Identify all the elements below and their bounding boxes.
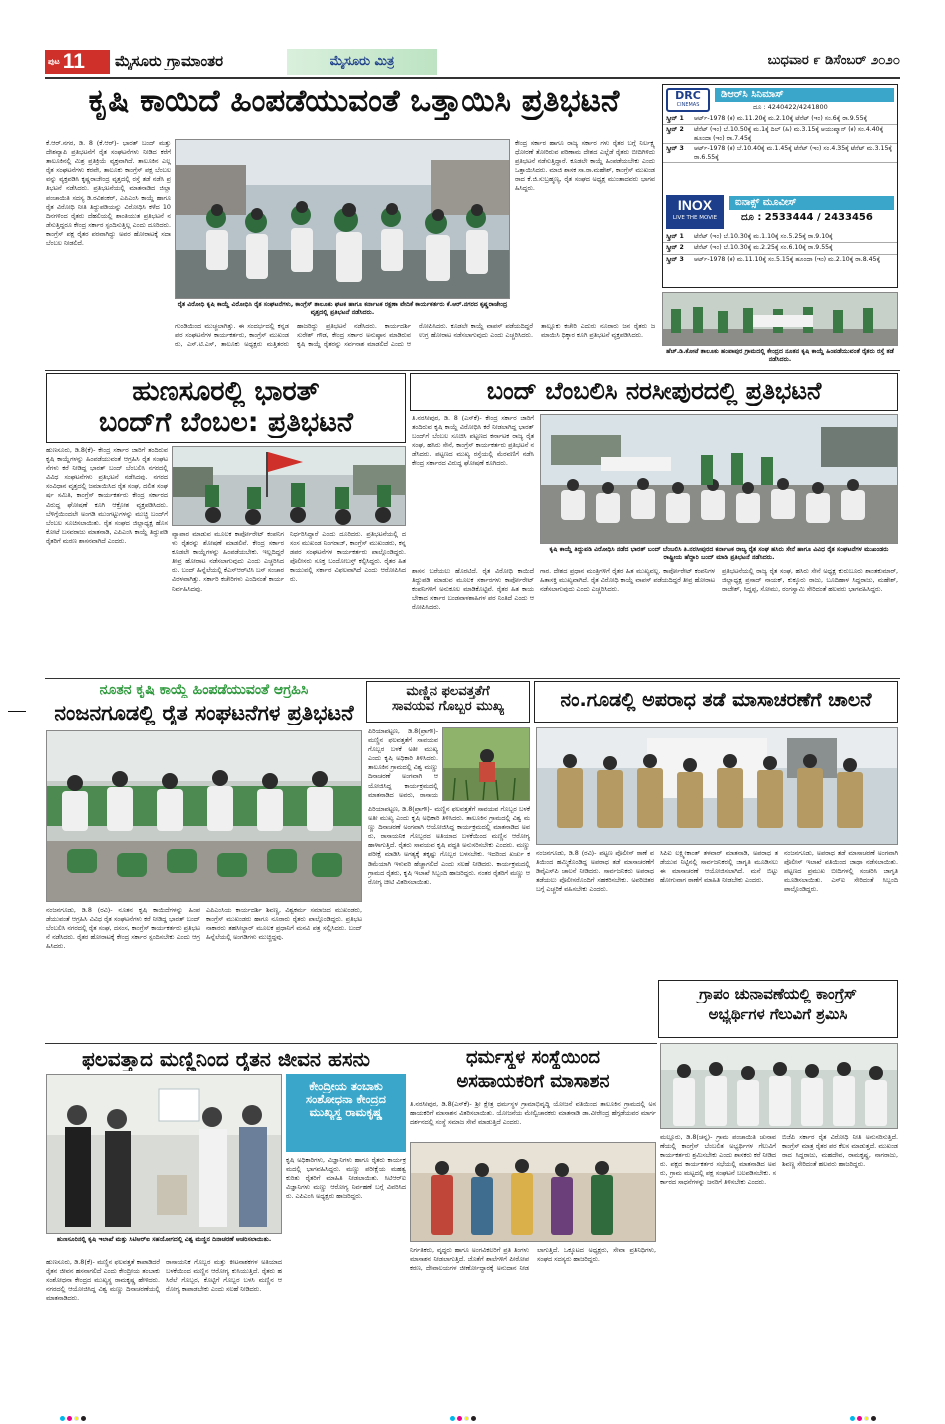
narasipura-col-1: ತಿ.ನರಸೀಪುರ, ಡಿ. 8 (ಎಸ್‌ಕೆ)- ಕೇಂದ್ರ ಸರ್ಕಾರ ಜಾರಿಗೆ ತಂದಿರುವ ಕೃಷಿ ಕಾಯ್ದೆ ವಿರೋಧಿಸಿ ಕರೆ ನೀಡಲಾಗಿದ್ದ ಭಾರತ್ ಬಂದ್‌ಗೆ ಬೆಂಬಲ ಸೂಚಿಸಿ ಪಟ್ಟಣದ ಕರ್ನಾಟಕ ರಾಜ್ಯ ರೈತ ಸಂಘ, ಹಸಿರು ಸೇನೆ, ಕಾಂಗ್ರೆಸ್ ಕಾರ್ಯಕರ್ತರು ಪ್ರತಿಭಟನೆ ನಡೆಸಿದರು. ಪಟ್ಟಣದ ಮುಖ್ಯ ರಸ್ತೆಯಲ್ಲಿ ಮೆರವಣಿಗೆ ನಡೆಸಿ ಕೇಂದ್ರ ಸರ್ಕಾರದ ವಿರುದ್ಧ ಘೋಷಣೆ ಕೂಗಿದರು. bbox=[412, 414, 534, 468]
nanjangud-kicker: ನೂತನ ಕೃಷಿ ಕಾಯ್ದೆ ಹಿಂಪಡೆಯುವಂತೆ ಆಗ್ರಹಿಸಿ bbox=[99, 682, 309, 698]
soil-body-text-continued: ಪಿರಿಯಾಪಟ್ಟಣ, ಡಿ.8(ಪ್ರಾಗೌ)- ಮಣ್ಣಿನ ಫಲವತ್ತತೆಗೆ ಸಾವಯವ ಗೊಬ್ಬರ ಬಳಕೆ ಅತೀ ಮುಖ್ಯ ಎಂದು ಕೃಷಿ ಅಧಿಕಾರಿ ತಿಳಿಸಿದರು. ತಾಲೂಕಿನ ಗ್ರಾಮದಲ್ಲಿ ವಿಶ್ವ ಮಣ್ಣು ದಿನಾಚರಣೆ ಅಂಗವಾಗಿ ಆಯೋಜಿಸಿದ್ದ ಕಾರ್ಯಕ್ರಮದಲ್ಲಿ ಮಾತನಾಡಿದ ಅವರು, ರಾಸಾಯನಿಕ ಗೊಬ್ಬರದ ಅತಿಯಾದ ಬಳಕೆಯಿಂದ ಮಣ್ಣಿನ ಆರೋಗ್ಯ ಹಾಳಾಗುತ್ತಿದೆ. ರೈತರು ಸಾವಯವ ಕೃಷಿ ಪದ್ಧತಿ ಅನುಸರಿಸಬೇಕು ಎಂದರು. ಮಣ್ಣು ಪರೀಕ್ಷೆ ಮಾಡಿಸಿ ಅಗತ್ಯಕ್ಕೆ ತಕ್ಕಷ್ಟು ಗೊಬ್ಬರ ಬಳಸಬೇಕು. ಇದರಿಂದ ಖರ್ಚು ಕಡಿಮೆಯಾಗಿ ಇಳುವರಿ ಹೆಚ್ಚಾಗಲಿದೆ ಎಂದು ಸಲಹೆ ನೀಡಿದರು. ಕಾರ್ಯಕ್ರಮದಲ್ಲಿ ಗ್ರಾಮದ ರೈತರು, ಕೃಷಿ ಇಲಾಖೆ ಸಿಬ್ಬಂದಿ ಹಾಜರಿದ್ದರು. ನಂತರ ರೈತರಿಗೆ ಮಣ್ಣು ಆರೋಗ್ಯ ಚೀಟಿ ವಿತರಿಸಲಾಯಿತು. bbox=[368, 805, 530, 886]
gp-col-1: ಮಲ್ಲೂರು, ಡಿ.8(ಚನ್ನ)- ಗ್ರಾಮ ಪಂಚಾಯಿತಿ ಚುನಾವಣೆಯಲ್ಲಿ ಕಾಂಗ್ರೆಸ್ ಬೆಂಬಲಿತ ಅಭ್ಯರ್ಥಿಗಳ ಗೆಲುವಿಗೆ ಕಾರ್ಯಕರ್ತರು ಶ್ರಮಿಸಬೇಕು ಎಂದು ಶಾಸಕರು ಕರೆ ನೀಡಿದರು. ಪಕ್ಷದ ಕಾರ್ಯಕರ್ತರ ಸಭೆಯಲ್ಲಿ ಮಾತನಾಡಿದ ಅವರು, ಗ್ರಾಮ ಮಟ್ಟದಲ್ಲಿ ಪಕ್ಷ ಸಂಘಟನೆ ಬಲಪಡಿಸಬೇಕು. ಸರ್ಕಾರದ ಸಾಧನೆಗಳನ್ನು ಜನರಿಗೆ ತಿಳಿಸಬೇಕು ಎಂದರು. bbox=[660, 1133, 776, 1187]
inox-show-2: ಟೆನೆಟ್ (ಇಂ) ಬೆ.10.30ಕ್ಕೆ ಮ.2.25ಕ್ಕೆ ಸಂ.6.10ಕ್ಕೆ ರಾ.9.55ಕ್ಕೆ bbox=[694, 244, 833, 252]
drc-logo bbox=[666, 88, 710, 112]
dot-black-2 bbox=[471, 1416, 476, 1421]
drc-logo-text: DRC bbox=[675, 89, 701, 102]
rule-1 bbox=[45, 370, 900, 371]
drc-show-3: ಆರ್ಟ್-1978 (ಕ) ಬೆ.10.40ಕ್ಕೆ ಮ.1.45ಕ್ಕೆ ಟೆನೆಟ್ (ಇಂ) ಸಂ.4.35ಕ್ಕೆ ಟೆನೆಟ್ ಮ.3.15ಕ್ಕೆ ರಾ.6.55ಕ್ಕೆ bbox=[694, 145, 893, 161]
soil-headline: ಸಾವಯವ ಗೊಬ್ಬರ ಮುಖ್ಯ bbox=[392, 699, 504, 714]
lead-photo bbox=[175, 139, 510, 299]
fertile-col-2: ರಾಸಾಯನಿಕ ಗೊಬ್ಬರ ಮತ್ತು ಕೀಟನಾಶಕಗಳ ಅತಿಯಾದ ಬಳಕೆಯಿಂದ ಮಣ್ಣಿನ ಆರೋಗ್ಯ ಕುಸಿಯುತ್ತಿದೆ. ರೈತರು ಹಸಿರೆಲೆ ಗೊಬ್ಬರ, ಕೊಟ್ಟಿಗೆ ಗೊಬ್ಬರ ಬಳಸಿ ಮಣ್ಣಿನ ಆರೋಗ್ಯ ಕಾಪಾಡಬೇಕು ಎಂದು ಸಲಹೆ ನೀಡಿದರು. bbox=[166, 1258, 282, 1294]
soil-kicker: ಮಣ್ಣಿನ ಫಲವತ್ತತೆಗೆ bbox=[406, 685, 490, 699]
gp-headline-1: ಗ್ರಾಪಂ ಚುನಾವಣೆಯಲ್ಲಿ ಕಾಂಗ್ರೆಸ್ bbox=[699, 986, 857, 1003]
hdkote-photo bbox=[662, 292, 898, 346]
fertile-banner-2: ಸಂಶೋಧನಾ ಕೇಂದ್ರದ bbox=[306, 1093, 386, 1107]
lead-col-2: ಕೇಂದ್ರ ಸರ್ಕಾರ ಹಾಗೂ ರಾಜ್ಯ ಸರ್ಕಾರ ಗಳು ರೈತರ ಬಗ್ಗೆ ನಿರ್ಲಕ್ಷ್ಯ ಧೋರಣೆ ತೋರಿರುವ ಪರಿಣಾಮ ದೇಶದ ಎಲ್ಲೆಡೆ ರೈತರು ಬೀದಿಗಿಳಿದು ಪ್ರತಿಭಟನೆ ನಡೆಸುತ್ತಿದ್ದಾರೆ. ಕೂಡಲೇ ಕಾಯ್ದೆ ಹಿಂಪಡೆಯಬೇಕು ಎಂದು ಒತ್ತಾಯಿಸಿದರು. ಮಾಜಿ ಶಾಸಕ ಸಾ.ರಾ.ಮಹೇಶ್, ಕಾಂಗ್ರೆಸ್ ಮುಖಂಡರಾದ ಕೆ.ಜಿ.ಸುಬ್ರಹ್ಮಣ್ಯ, ರೈತ ಸಂಘದ ಅಧ್ಯಕ್ಷ ಮುಂತಾದವರು ಭಾಗವಹಿಸಿದ್ದರು. bbox=[515, 139, 655, 193]
hunsur-col-1: ಹುಣಸೂರು, ಡಿ.8(ಕೆ)- ಕೇಂದ್ರ ಸರ್ಕಾರ ಜಾರಿಗೆ ತಂದಿರುವ ಕೃಷಿ ಕಾಯ್ದೆಗಳನ್ನು ಹಿಂಪಡೆಯುವಂತೆ ಆಗ್ರಹಿಸಿ ರೈತ ಸಂಘಟನೆಗಳು ಕರೆ ನೀಡಿದ್ದ ಭಾರತ್ ಬಂದ್ ಬೆಂಬಲಿಸಿ ನಗರದಲ್ಲಿ ವಿವಿಧ ಸಂಘಟನೆಗಳು ಪ್ರತಿಭಟನೆ ನಡೆಸಿದವು. ನಗರದ ಸಂವಿಧಾನ ವೃತ್ತದಲ್ಲಿ ಜಮಾಯಿಸಿದ ರೈತ ಸಂಘ, ದಲಿತ ಸಂಘರ್ಷ ಸಮಿತಿ, ಕಾಂಗ್ರೆಸ್ ಕಾರ್ಯಕರ್ತರು ಕೇಂದ್ರ ಸರ್ಕಾರದ ವಿರುದ್ಧ ಘೋಷಣೆ ಕೂಗಿ ಆಕ್ರೋಶ ವ್ಯಕ್ತಪಡಿಸಿದರು. ಬೆಳಿಗ್ಗೆಯಿಂದಲೇ ಅಂಗಡಿ ಮುಂಗಟ್ಟುಗಳನ್ನು ಮುಚ್ಚಿ ಬಂದ್‌ಗೆ ಬೆಂಬಲ ಸೂಚಿಸಲಾಯಿತು. ರೈತ ಸಂಘದ ಜಿಲ್ಲಾಧ್ಯಕ್ಷ ಹೊಸಕೋಟೆ ಬಸವರಾಜು ಮಾತನಾಡಿ, ಎಪಿಎಂಸಿ ಕಾಯ್ದೆ ತಿದ್ದುಪಡಿ ರೈತರಿಗೆ ಮರಣ ಶಾಸನವಾಗಿದೆ ಎಂದರು. bbox=[46, 446, 168, 545]
nanjangud-col-1: ನಂಜನಗೂಡು, ಡಿ.8 (ರವಿ)- ನೂತನ ಕೃಷಿ ಕಾಯಿದೆಗಳನ್ನು ಹಿಂಪಡೆಯುವಂತೆ ಆಗ್ರಹಿಸಿ ವಿವಿಧ ರೈತ ಸಂಘಟನೆಗಳು ಕರೆ ನೀಡಿದ್ದ ಭಾರತ್ ಬಂದ್ ಬೆಂಬಲಿಸಿ ನಗರದಲ್ಲಿ ರೈತ ಸಂಘ, ದಸಂಸ, ಕಾಂಗ್ರೆಸ್ ಕಾರ್ಯಕರ್ತರು ಪ್ರತಿಭಟನೆ ನಡೆಸಿದರು. ರೈತರ ಹೋರಾಟಕ್ಕೆ ಕೇಂದ್ರ ಸರ್ಕಾರ ಸ್ಪಂದಿಸಬೇಕು ಎಂದು ಆಗ್ರಹಿಸಿದರು. bbox=[46, 906, 200, 951]
dharma-col-1: ತಿ.ನರಸೀಪುರ, ಡಿ.8(ಎಸ್‌ಕೆ)- ಶ್ರೀ ಕ್ಷೇತ್ರ ಧರ್ಮಸ್ಥಳ ಗ್ರಾಮಾಭಿವೃದ್ಧಿ ಯೋಜನೆ ವತಿಯಿಂದ ತಾಲೂಕಿನ ಗ್ರಾಮದಲ್ಲಿ ಅಸಹಾಯಕರಿಗೆ ಮಾಸಾಶನ ವಿತರಿಸಲಾಯಿತು. ಯೋಜನೆಯ ಮೇಲ್ವಿಚಾರಕರು ಮಾತನಾಡಿ ಡಾ.ವೀರೇಂದ್ರ ಹೆಗ್ಗಡೆಯವರ ಮಾರ್ಗದರ್ಶನದಲ್ಲಿ ಸಂಸ್ಥೆ ಸಮಾಜ ಸೇವೆ ಮಾಡುತ್ತಿದೆ ಎಂದರು. bbox=[410, 1100, 656, 1127]
hunsur-col-2: ವ್ಯಾಪಾರ ಮಾಡುವ ಮೂಲಕ ಕಾರ್ಪೋರೇಟ್ ಕಂಪನಿಗಳು ರೈತರನ್ನು ಶೋಷಣೆ ಮಾಡಲಿವೆ. ಕೇಂದ್ರ ಸರ್ಕಾರ ಕೂಡಲೇ ಕಾಯ್ದೆಗಳನ್ನು ಹಿಂಪಡೆಯಬೇಕು. ಇಲ್ಲದಿದ್ದರೆ ತೀವ್ರ ಹೋರಾಟ ನಡೆಸಲಾಗುವುದು ಎಂದು ಎಚ್ಚರಿಸಿದರು. ಬಂದ್ ಹಿನ್ನೆಲೆಯಲ್ಲಿ ಕೆಎಸ್‌ಆರ್‌ಟಿಸಿ ಬಸ್ ಸಂಚಾರ ವಿರಳವಾಗಿತ್ತು. ಸರ್ಕಾರಿ ಕಚೇರಿಗಳು ಎಂದಿನಂತೆ ಕಾರ್ಯನಿರ್ವಹಿಸಿದವು. bbox=[172, 530, 284, 593]
fertile-col-3: ಕೃಷಿ ಅಧಿಕಾರಿಗಳು, ವಿಜ್ಞಾನಿಗಳು ಹಾಗೂ ರೈತರು ಕಾರ್ಯಕ್ರಮದಲ್ಲಿ ಭಾಗವಹಿಸಿದ್ದರು. ಮಣ್ಣು ಪರೀಕ್ಷೆಯ ಮಹತ್ವ ಕುರಿತು ರೈತರಿಗೆ ಮಾಹಿತಿ ನೀಡಲಾಯಿತು. ಸಿಟಿಆರ್‌ಐ ವಿಜ್ಞಾನಿಗಳು ಮಣ್ಣು ಆರೋಗ್ಯ ನಿರ್ವಹಣೆ ಬಗ್ಗೆ ವಿವರಿಸಿದರು. ಎಪಿಎಂಸಿ ಅಧ್ಯಕ್ಷರು ಹಾಜರಿದ್ದರು. bbox=[286, 1156, 406, 1201]
fertile-headline: ಫಲವತ್ತಾದ ಮಣ್ಣಿನಿಂದ ರೈತನ ಜೀವನ ಹಸನು bbox=[82, 1048, 370, 1071]
crime-col-2: ಸಿಪಿಐ ಲಕ್ಷ್ಮೀಕಾಂತ್ ತಳವಾರ್ ಮಾತನಾಡಿ, ಅಪರಾಧ ತಡೆಯುವ ನಿಟ್ಟಿನಲ್ಲಿ ಸಾರ್ವಜನಿಕರಲ್ಲಿ ಜಾಗೃತಿ ಮೂಡಿಸಲು ಈ ಮಾಸಾಚರಣೆ ಆಯೋಜಿಸಲಾಗಿದೆ. ಮನೆ ಬಿಟ್ಟು ಹೋಗುವಾಗ ಠಾಣೆಗೆ ಮಾಹಿತಿ ನೀಡಬೇಕು ಎಂದರು. bbox=[660, 849, 778, 885]
dharma-headline-1: ಧರ್ಮಸ್ಥಳ ಸಂಸ್ಥೆಯಿಂದ bbox=[465, 1048, 601, 1068]
dot-black bbox=[81, 1416, 86, 1421]
paper-logo: ಮೈಸೂರು ಮಿತ್ರ bbox=[329, 54, 395, 69]
party-meeting-photo bbox=[661, 1044, 898, 1129]
dot-cyan-3 bbox=[850, 1416, 855, 1421]
nanjangud-headline: ನಂಜನಗೂಡಲ್ಲಿ ರೈತ ಸಂಘಟನೆಗಳ ಪ್ರತಿಭಟನೆ bbox=[54, 701, 354, 725]
dharma-col-2: ನಿರ್ಗತಿಕರು, ವೃದ್ಧರು ಹಾಗೂ ಅಂಗವಿಕಲರಿಗೆ ಪ್ರತಿ ತಿಂಗಳು ಮಾಸಾಶನ ನೀಡಲಾಗುತ್ತಿದೆ. ಜೊತೆಗೆ ಶಾಲೆಗಳಿಗೆ ಪೀಠೋಪಕರಣ, ದೇವಾಲಯಗಳ ಜೀರ್ಣೋದ್ಧಾರಕ್ಕೆ ಅನುದಾನ ನೀಡಲಾಗುತ್ತಿದೆ. ಒಕ್ಕೂಟದ ಅಧ್ಯಕ್ಷರು, ಸೇವಾ ಪ್ರತಿನಿಧಿಗಳು, ಸಂಘದ ಸದಸ್ಯರು ಹಾಜರಿದ್ದರು. bbox=[410, 1246, 656, 1273]
narasipura-photo bbox=[540, 414, 898, 544]
drc-screen-2: ಸ್ಕ್ರೀನ್ 2 bbox=[666, 126, 684, 134]
gp-photo bbox=[660, 1043, 898, 1129]
fertile-banner bbox=[286, 1074, 406, 1152]
dot-magenta bbox=[67, 1416, 72, 1421]
inox-schedule bbox=[663, 232, 897, 274]
drc-row-3 bbox=[663, 144, 897, 163]
page-number: 11 bbox=[62, 50, 85, 73]
cinema-box bbox=[662, 84, 898, 288]
print-registration-dots-right bbox=[850, 1406, 878, 1424]
farmers-sit-in-photo bbox=[47, 731, 362, 902]
pension-distribution-photo bbox=[411, 1143, 656, 1242]
page-number-box bbox=[45, 50, 110, 74]
lead-headline: ಕೃಷಿ ಕಾಯಿದೆ ಹಿಂಪಡೆಯುವಂತೆ ಒತ್ತಾಯಿಸಿ ಪ್ರತಿಭಟನೆ bbox=[88, 84, 620, 119]
bike-rally-photo bbox=[173, 447, 406, 526]
hunsur-photo bbox=[172, 446, 406, 526]
lead-caption: ರೈತ ವಿರೋಧಿ ಕೃಷಿ ಕಾಯ್ದೆ ವಿರೋಧಿಸಿ ರೈತ ಸಂಘಟನೆಗಳು, ಕಾಂಗ್ರೆಸ್ ತಾಲೂಕು ಘಟಕ ಹಾಗೂ ಕರ್ನಾಟಕ ರಕ್ಷಣಾ ವೇದಿಕೆ ಕಾರ್ಯಕರ್ತರು ಕೆ.ಆರ್.ನಗರದ ಕೃಷ್ಣರಾಜೇಂದ್ರ ವೃತ್ತದಲ್ಲಿ ಪ್ರತಿಭಟನೆ ನಡೆಸಿದರು. bbox=[177, 301, 508, 317]
inox-logo-text: INOX bbox=[677, 197, 713, 213]
inox-screen-3: ಸ್ಕ್ರೀನ್ 3 bbox=[666, 255, 684, 263]
crime-headline: ನಂ.ಗೂಡಲ್ಲಿ ಅಪರಾಧ ತಡೆ ಮಾಸಾಚರಣೆಗೆ ಚಾಲನೆ bbox=[560, 690, 872, 711]
road-protest-photo bbox=[663, 293, 898, 346]
fertile-caption: ಹುಣಸೂರಿನಲ್ಲಿ ಕೃಷಿ ಇಲಾಖೆ ಮತ್ತು ಸಿಟಿಆರ್‌ಐ ಸಹಯೋಗದಲ್ಲಿ ವಿಶ್ವ ಮಣ್ಣಿನ ದಿನಾಚರಣೆ ಆಚರಿಸಲಾಯಿತು. bbox=[56, 1236, 272, 1243]
inox-row-2 bbox=[663, 243, 897, 254]
drc-title-bar: ಡಿಆರ್‌ಸಿ ಸಿನಿಮಾಸ್ bbox=[715, 88, 894, 102]
margin-mark bbox=[8, 711, 26, 712]
hunsur-headline-1: ಹುಣಸೂರಲ್ಲಿ ಭಾರತ್ bbox=[132, 376, 320, 407]
page-word: ಪುಟ bbox=[48, 57, 60, 66]
nanjangud-photo bbox=[46, 730, 362, 902]
drc-row-1 bbox=[663, 114, 897, 125]
drc-row-2 bbox=[663, 125, 897, 144]
rule-3 bbox=[45, 1043, 657, 1044]
highway-sit-in-photo bbox=[541, 415, 898, 544]
fertile-col-1: ಹುಣಸೂರು, ಡಿ.8(ಕೆ)- ಮಣ್ಣಿನ ಫಲವತ್ತತೆ ಕಾಪಾಡಿದರೆ ರೈತನ ಜೀವನ ಹಸನಾಗಲಿದೆ ಎಂದು ಕೇಂದ್ರೀಯ ತಂಬಾಕು ಸಂಶೋಧನಾ ಕೇಂದ್ರದ ಮುಖ್ಯಸ್ಥ ರಾಮಕೃಷ್ಣ ಹೇಳಿದರು. ನಗರದಲ್ಲಿ ಆಯೋಜಿಸಿದ್ದ ವಿಶ್ವ ಮಣ್ಣು ದಿನಾಚರಣೆಯಲ್ಲಿ ಮಾತನಾಡಿದರು. bbox=[46, 1258, 160, 1303]
hdkote-caption: ಹೆಚ್.ಡಿ.ಕೋಟೆ ತಾಲೂಕು ಹಂಪಾಪುರ ಗ್ರಾಮದಲ್ಲಿ ಕೇಂದ್ರದ ನೂತನ ಕೃಷಿ ಕಾಯ್ದೆ ಹಿಂಪಡೆಯುವಂತೆ ರೈತರು ರಸ್ತೆ ತಡೆ ನಡೆಸಿದರು. bbox=[666, 348, 894, 364]
narasipura-headline-box bbox=[410, 373, 898, 411]
soil-day-event-photo bbox=[47, 1075, 282, 1234]
hunsur-col-3: ನಿರ್ಧರಿಸಿದ್ದಾರೆ ಎಂದು ದೂರಿದರು. ಪ್ರತಿಭಟನೆಯಲ್ಲಿ ದಸಂಸ ಮುಖಂಡ ನಿಂಗರಾಜ್, ಕಾಂಗ್ರೆಸ್ ಮುಖಂಡರು, ಕನ್ನಡಪರ ಸಂಘಟನೆಗಳ ಕಾರ್ಯಕರ್ತರು ಪಾಲ್ಗೊಂಡಿದ್ದರು. ಪೊಲೀಸರು ಸೂಕ್ತ ಬಂದೋಬಸ್ತ್ ಕಲ್ಪಿಸಿದ್ದರು. ರೈತರ ಹಿತ ಕಾಯುವಲ್ಲಿ ಸರ್ಕಾರ ವಿಫಲವಾಗಿದೆ ಎಂದು ಆರೋಪಿಸಿದರು. bbox=[290, 530, 406, 584]
issue-date: ಬುಧವಾರ ೯ ಡಿಸೆಂಬರ್ ೨೦೨೦ bbox=[767, 54, 900, 68]
dot-yellow-3 bbox=[864, 1416, 869, 1421]
hunsur-headline-2: ಬಂದ್‌ಗೆ ಬೆಂಬಲ: ಪ್ರತಿಭಟನೆ bbox=[99, 407, 353, 439]
gp-headline-2: ಅಭ್ಯರ್ಥಿಗಳ ಗೆಲುವಿಗೆ ಶ್ರಮಿಸಿ bbox=[708, 1006, 848, 1024]
drc-show-1: ಆರ್ಟ್-1978 (ಕ) ಮ.11.20ಕ್ಕೆ ಮ.2.10ಕ್ಕೆ ಟೆನೆಟ್ (ಇಂ) ಸಂ.6ಕ್ಕೆ ರಾ.9.55ಕ್ಕೆ bbox=[694, 115, 868, 122]
paper-logo-box bbox=[287, 49, 437, 75]
paddy-field-photo bbox=[443, 728, 530, 801]
protest-crowd-photo bbox=[176, 140, 510, 299]
narasipura-col-2: ಶಾಸನ ಬರೆಯಲು ಹೊರಟಿದೆ. ರೈತ ವಿರೋಧಿ ಕಾಯಿದೆ ತಿದ್ದುಪಡಿ ಮಾಡುವ ಮೂಲಕ ಸರ್ಕಾರಗಳು ಕಾರ್ಪೋರೇಟ್ ಕಂಪನಿಗಳಿಗೆ ಅನುಕೂಲ ಮಾಡಿಕೊಟ್ಟಿವೆ. ರೈತರ ಹಿತ ಕಾಯಬೇಕಾದ ಸರ್ಕಾರ ಬಂಡವಾಳಶಾಹಿಗಳ ಪರ ನಿಂತಿದೆ ಎಂದು ಆರೋಪಿಸಿದರು. bbox=[412, 567, 534, 612]
print-registration-dots-center bbox=[450, 1406, 478, 1424]
gp-headline-box bbox=[658, 980, 898, 1038]
dot-black-3 bbox=[871, 1416, 876, 1421]
lead-col-1: ಕೆ.ಆರ್.ನಗರ, ಡಿ. 8 (ಕೆ.ಆರ್)- ಭಾರತ್ ಬಂದ್ ಮತ್ತು ದೇಶವ್ಯಾಪಿ ಪ್ರತಿಭಟನೆಗೆ ರೈತ ಸಂಘಟನೆಗಳು ನೀಡಿದ ಕರೆಗೆ ತಾಲೂಕಿನಲ್ಲಿ ಮಿಶ್ರ ಪ್ರತಿಕ್ರಿಯೆ ವ್ಯಕ್ತವಾಗಿದೆ. ತಾಲೂಕಿನ ಎಲ್ಲ ರೈತ ಸಂಘಟನೆಗಳು ಕರವೇ, ತಾಲೂಕು ಕಾಂಗ್ರೆಸ್ ಪಕ್ಷ ಬೆಂಬಲವನ್ನು ವ್ಯಕ್ತಪಡಿಸಿ ಕೃಷ್ಣರಾಜೇಂದ್ರ ವೃತ್ತದಲ್ಲಿ ರಸ್ತೆ ತಡೆ ನಡೆಸಿ ಪ್ರತಿಭಟನೆ ನಡೆಸಿದರು. ಪ್ರತಿಭಟನೆಯಲ್ಲಿ ಮಾತನಾಡಿದ ಜಿಲ್ಲಾ ಪಂಚಾಯಿತಿ ಸದಸ್ಯ ಡಿ.ರವಿಶಂಕರ್, ಎಪಿಎಂಸಿ ಕಾಯ್ದೆ ಹಾಗೂ ರೈತ ವಿರೋಧಿ ನೀತಿ ತಿದ್ದುಪಡಿಯನ್ನು ವಿರೋಧಿಸಿ ಕಳೆದ 10 ದಿನಗಳಿಂದ ರೈತರು ದೆಹಲಿಯಲ್ಲಿ ಶಾಂತಿಯುತ ಪ್ರತಿಭಟನೆ ನಡೆಸುತ್ತಿದ್ದರೂ ಕೇಂದ್ರ ಸರ್ಕಾರ ಸ್ಪಂದಿಸುತ್ತಿಲ್ಲ ಎಂದು ದೂರಿದರು. ಕಾಂಗ್ರೆಸ್ ಪಕ್ಷ ರೈತರ ಪರವಾಗಿದ್ದು ಅವರ ಹೋರಾಟಕ್ಕೆ ಸದಾ ಬೆಂಬಲ ನೀಡಲಿದೆ. bbox=[46, 139, 171, 248]
gp-col-2: ಬಿಜೆಪಿ ಸರ್ಕಾರ ರೈತ ವಿರೋಧಿ ನೀತಿ ಅನುಸರಿಸುತ್ತಿದೆ. ಕಾಂಗ್ರೆಸ್ ಮಾತ್ರ ರೈತರ ಪರ ಕೆಲಸ ಮಾಡುತ್ತದೆ. ಮುಖಂಡರಾದ ಸಿದ್ದರಾಜು, ಮಹದೇವ, ರಾಮಕೃಷ್ಣ, ನಾಗರಾಜು, ಶಿವಣ್ಣ ಸೇರಿದಂತೆ ಹಲವರು ಹಾಜರಿದ್ದರು. bbox=[782, 1133, 898, 1169]
inox-show-3: ಆರ್ಟ್-1978 (ಕ) ಮ.11.10ಕ್ಕೆ ಸಂ.5.15ಕ್ಕೆ ಹೂಂದಾ (ಇಂ) ಮ.2.10ಕ್ಕೆ ರಾ.8.45ಕ್ಕೆ bbox=[694, 255, 881, 263]
inox-title-bar: ಐನಾಕ್ಸ್ ಮೂವೀಸ್ bbox=[729, 196, 894, 210]
inox-tagline: LIVE THE MOVIE bbox=[672, 215, 718, 221]
soil-body-text: ಪಿರಿಯಾಪಟ್ಟಣ, ಡಿ.8(ಪ್ರಾಗೌ)- ಮಣ್ಣಿನ ಫಲವತ್ತತೆಗೆ ಸಾವಯವ ಗೊಬ್ಬರ ಬಳಕೆ ಅತೀ ಮುಖ್ಯ ಎಂದು ಕೃಷಿ ಅಧಿಕಾರಿ ತಿಳಿಸಿದರು. ತಾಲೂಕಿನ ಗ್ರಾಮದಲ್ಲಿ ವಿಶ್ವ ಮಣ್ಣು ದಿನಾಚರಣೆ ಅಂಗವಾಗಿ ಆಯೋಜಿಸಿದ್ದ ಕಾರ್ಯಕ್ರಮದಲ್ಲಿ ಮಾತನಾಡಿದ ಅವರು, ರಾಸಾಯ bbox=[368, 727, 438, 799]
soil-body-1 bbox=[368, 727, 438, 801]
fertile-banner-1: ಕೇಂದ್ರೀಯ ತಂಬಾಕು bbox=[309, 1080, 383, 1093]
inox-screen-1: ಸ್ಕ್ರೀನ್ 1 bbox=[666, 233, 684, 240]
narasipura-col-4: ಪ್ರತಿಭಟನೆಯಲ್ಲಿ ರಾಜ್ಯ ರೈತ ಸಂಘ, ಹಸಿರು ಸೇನೆ ಅಧ್ಯಕ್ಷ ಕುರುಬೂರು ಶಾಂತಕುಮಾರ್, ಜಿಲ್ಲಾಧ್ಯಕ್ಷ ಪ್ರಸಾದ್ ನಾಯಕ್, ಕುಕ್ಕೂರು ರಾಜು, ಬೂದಿಹಾಳ ಸಿದ್ದರಾಜು, ಮಹೇಶ್, ರಾಜೇಶ್, ಸಿದ್ದಪ್ಪ, ಸೋಮು, ರಂಗಸ್ವಾಮಿ ಸೇರಿದಂತೆ ಹಲವರು ಭಾಗವಹಿಸಿದ್ದರು. bbox=[722, 567, 898, 594]
soil-photo bbox=[442, 727, 530, 801]
police-event-photo bbox=[537, 728, 898, 845]
masthead-rule bbox=[45, 77, 900, 79]
crime-headline-box bbox=[534, 681, 898, 723]
nanjangud-col-2: ಎಪಿಎಂಸಿಯ ಕಾರ್ಯದರ್ಶಿ ಶಿವಣ್ಣ, ವಿಶ್ವಕರ್ಮ ಸಮಾಜದ ಮುಖಂಡರು, ಕಾಂಗ್ರೆಸ್ ಮುಖಂಡರು ಹಾಗೂ ನೂರಾರು ರೈತರು ಪಾಲ್ಗೊಂಡಿದ್ದರು. ಪ್ರತಿಭಟನಾಕಾರರು ತಹಸೀಲ್ದಾರ್ ಮೂಲಕ ಪ್ರಧಾನಿಗೆ ಮನವಿ ಪತ್ರ ಸಲ್ಲಿಸಿದರು. ಬಂದ್ ಹಿನ್ನೆಲೆಯಲ್ಲಿ ಅಂಗಡಿಗಳು ಮುಚ್ಚಿದ್ದವು. bbox=[206, 906, 362, 942]
dot-magenta-2 bbox=[457, 1416, 462, 1421]
drc-screen-3: ಸ್ಕ್ರೀನ್ 3 bbox=[666, 145, 684, 153]
narasipura-col-3: ಗಾರ. ದೇಶದ ಪ್ರಧಾನ ಮಂತ್ರಿಗಳಿಗೆ ರೈತರ ಹಿತ ಮುಖ್ಯವಲ್ಲ. ಕಾರ್ಪೋರೇಟ್ ಕಂಪನಿಗಳ ಹಿತಾಸಕ್ತಿ ಮುಖ್ಯವಾಗಿದೆ. ರೈತ ವಿರೋಧಿ ಕಾಯ್ದೆ ವಾಪಸ್ ಪಡೆಯದಿದ್ದರೆ ತೀವ್ರ ಹೋರಾಟ ನಡೆಸಲಾಗುವುದು ಎಂದು ಎಚ್ಚರಿಸಿದರು. bbox=[540, 567, 715, 594]
crime-photo bbox=[536, 727, 898, 845]
dot-cyan-2 bbox=[450, 1416, 455, 1421]
inox-screen-2: ಸ್ಕ್ರೀನ್ 2 bbox=[666, 244, 684, 252]
narasipura-headline: ಬಂದ್ ಬೆಂಬಲಿಸಿ ನರಸೀಪುರದಲ್ಲಿ ಪ್ರತಿಭಟನೆ bbox=[486, 378, 822, 405]
print-registration-dots bbox=[60, 1406, 88, 1424]
lead-col-3: ಗುಂಡಿಯಿಂದ ಮುಚ್ಚಲಾಗಿತ್ತು. ಈ ಸಂದರ್ಭದಲ್ಲಿ ಕನ್ನಡ ಪರ ಸಂಘಟನೆಗಳ ಕಾರ್ಯಕರ್ತರು, ಕಾಂಗ್ರೆಸ್ ಮುಖಂಡರು, ಎಸ್.ಟಿ.ಎಸ್, ತಾಲೂಕು ಅಧ್ಯಕ್ಷರು ಮತ್ತಿತರರು ಹಾಜರಿದ್ದು ಪ್ರತಿಭಟನೆ ನಡೆಸಿದರು. ಕಾರ್ಯದರ್ಶಿ ಸುರೇಶ್ ಗೌಡ, ಕೇಂದ್ರ ಸರ್ಕಾರ ಅನುಷ್ಠಾನ ಮಾಡಿರುವ ಕೃಷಿ ಕಾಯ್ದೆ ರೈತರನ್ನು ಸರ್ವನಾಶ ಮಾಡಲಿದೆ ಎಂದು ಆರೋಪಿಸಿದರು. ಕೂಡಲೇ ಕಾಯ್ದೆ ವಾಪಸ್ ಪಡೆಯದಿದ್ದರೆ ಉಗ್ರ ಹೋರಾಟ ನಡೆಸಲಾಗುವುದು ಎಂದು ಎಚ್ಚರಿಸಿದರು. ತಾಲ್ಲೂಕು ಕಚೇರಿ ಎದುರು ನೂರಾರು ಜನ ರೈತರು ಜಮಾಯಿಸಿ ಧಿಕ್ಕಾರ ಕೂಗಿ ಪ್ರತಿಭಟನೆ ವ್ಯಕ್ತಪಡಿಸಿದರು. bbox=[175, 322, 655, 349]
drc-screen-1: ಸ್ಕ್ರೀನ್ 1 bbox=[666, 115, 684, 122]
fertile-banner-3: ಮುಖ್ಯಸ್ಥ ರಾಮಕೃಷ್ಣ bbox=[309, 1106, 383, 1120]
rule-2 bbox=[45, 678, 900, 679]
dot-yellow-2 bbox=[464, 1416, 469, 1421]
masthead bbox=[45, 49, 900, 75]
dot-cyan bbox=[60, 1416, 65, 1421]
dot-yellow bbox=[74, 1416, 79, 1421]
hunsur-headline-box bbox=[46, 373, 406, 443]
dot-magenta-3 bbox=[857, 1416, 862, 1421]
drc-logo-sub: CINEMAS bbox=[676, 102, 700, 108]
soil-body-2 bbox=[368, 805, 530, 1041]
inox-row-1 bbox=[663, 232, 897, 243]
inox-phone: ದೂ : 2533444 / 2433456 bbox=[741, 212, 873, 223]
crime-col-1: ನಂಜನಗೂಡು, ಡಿ.8 (ರವಿ)- ಪಟ್ಟಣ ಪೊಲೀಸ್ ಠಾಣೆ ವತಿಯಿಂದ ಹಮ್ಮಿಕೊಂಡಿದ್ದ ಅಪರಾಧ ತಡೆ ಮಾಸಾಚರಣೆಗೆ ಡಿವೈಎಸ್‌ಪಿ ಚಾಲನೆ ನೀಡಿದರು. ಸಾರ್ವಜನಿಕರು ಅಪರಾಧ ತಡೆಯಲು ಪೊಲೀಸರೊಂದಿಗೆ ಸಹಕರಿಸಬೇಕು. ಅಪರಿಚಿತರ ಬಗ್ಗೆ ಎಚ್ಚರಿಕೆ ವಹಿಸಬೇಕು ಎಂದರು. bbox=[536, 849, 654, 894]
fertile-photo bbox=[46, 1074, 282, 1234]
inox-show-1: ಟೆನೆಟ್ (ಇಂ) ಬೆ.10.30ಕ್ಕೆ ಮ.1.10ಕ್ಕೆ ಸಂ.5.25ಕ್ಕೆ ರಾ.9.10ಕ್ಕೆ bbox=[694, 233, 833, 240]
section-title: ಮೈಸೂರು ಗ್ರಾಮಾಂತರ bbox=[115, 53, 224, 70]
drc-show-2: ಟೆನೆಟ್ (ಇಂ) ಬೆ.10.50ಕ್ಕೆ ಮ.1ಕ್ಕೆ ದಿಲ್ (ಹಿ) ಮ.3.15ಕ್ಕೆ ಆಯುಷ್ಮಾನ್ (ಕ) ಸಂ.4.40ಕ್ಕೆ ಹೂಂದಾ (ಇಂ) ರಾ.7.45ಕ್ಕೆ bbox=[694, 126, 884, 142]
inox-row-3 bbox=[663, 255, 897, 274]
soil-headline-box bbox=[366, 681, 530, 723]
crime-col-3: ನಂಜನಗೂಡು, ಅಪರಾಧ ತಡೆ ಮಾಸಾಚರಣೆ ಅಂಗವಾಗಿ ಪೊಲೀಸ್ ಇಲಾಖೆ ವತಿಯಿಂದ ಜಾಥಾ ನಡೆಸಲಾಯಿತು. ಪಟ್ಟಣದ ಪ್ರಮುಖ ಬೀದಿಗಳಲ್ಲಿ ಸಂಚರಿಸಿ ಜಾಗೃತಿ ಮೂಡಿಸಲಾಯಿತು. ಎಸ್‌ಐ ಸೇರಿದಂತೆ ಸಿಬ್ಬಂದಿ ಪಾಲ್ಗೊಂಡಿದ್ದರು. bbox=[784, 849, 898, 894]
narasipura-caption: ಕೃಷಿ ಕಾಯ್ದೆ ತಿದ್ದುಪಡಿ ವಿರೋಧಿಸಿ ನಡೆದ ಭಾರತ್ ಬಂದ್ ಬೆಂಬಲಿಸಿ ತಿ.ನರಸೀಪುರದ ಕರ್ನಾಟಕ ರಾಜ್ಯ ರೈತ ಸಂಘ ಹಸಿರು ಸೇನೆ ಹಾಗೂ ವಿವಿಧ ರೈತ ಸಂಘಟನೆಗಳ ಮುಖಂಡರು ರಾಷ್ಟ್ರೀಯ ಹೆದ್ದಾರಿ ಬಂದ್ ಮಾಡಿ ಪ್ರತಿಭಟನೆ ನಡೆಸಿದರು. bbox=[549, 546, 889, 562]
dharma-photo bbox=[410, 1142, 656, 1242]
drc-schedule bbox=[663, 114, 897, 163]
drc-phone: ದೂ : 4240422/4241800 bbox=[753, 103, 828, 111]
dharma-headline-2: ಅಸಹಾಯಕರಿಗೆ ಮಾಸಾಶನ bbox=[456, 1072, 610, 1092]
inox-logo bbox=[666, 195, 724, 229]
